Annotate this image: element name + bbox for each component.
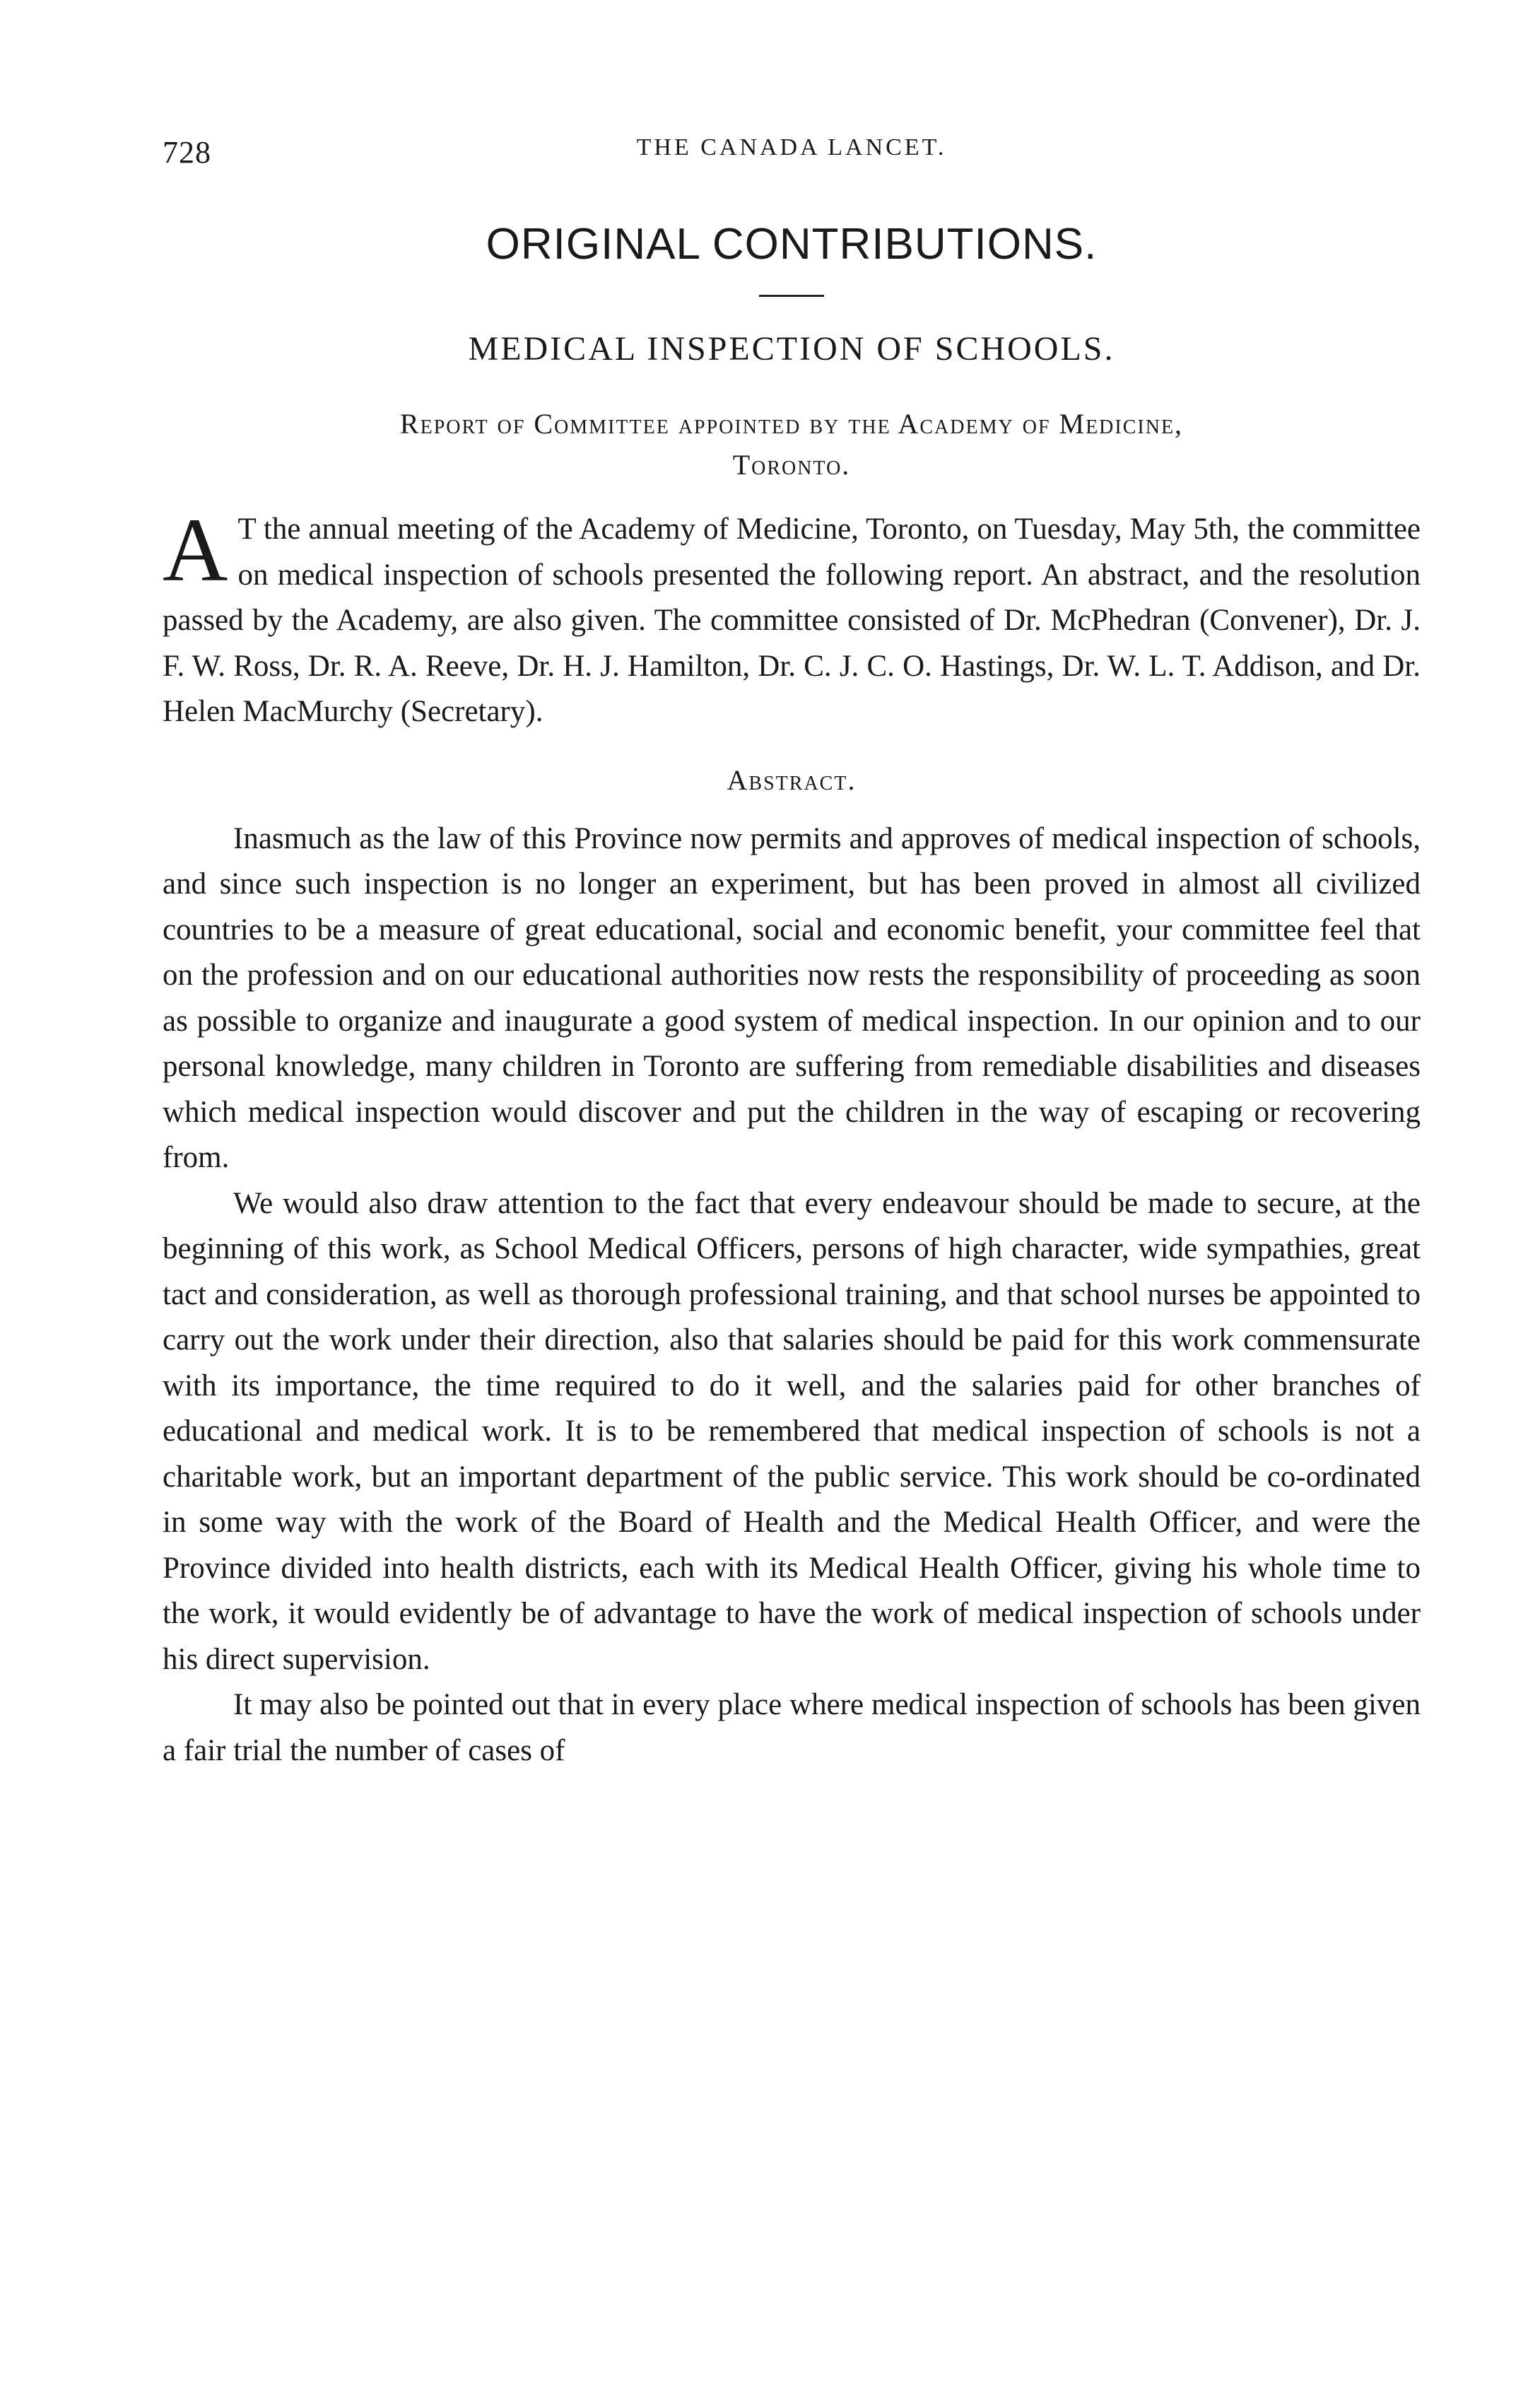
body-paragraph: Inasmuch as the law of this Province now permits and approves of medical inspection of schools, and since such inspection is no longer an experiment, but has been proved in almost all civilized countries to be a measure of great educational, social and economic benefit, your committee feel that on the profession and on our educational authorities now rests the responsibility of proceeding as soon as possible to organize and inaugurate a good system of medical inspection. In our opinion and to our personal knowledge, many children in Toronto are suffering from remediable disabilities and diseases which medical inspection would discover and put the children in the way of escaping or recovering from. bbox=[163, 821, 1421, 1174]
page bbox=[163, 134, 1421, 1774]
drop-cap: A bbox=[163, 500, 228, 600]
section-heading: ORIGINAL CONTRIBUTIONS. bbox=[486, 220, 1098, 269]
running-head bbox=[163, 134, 1421, 177]
page-number: 728 bbox=[163, 135, 211, 170]
intro-paragraph bbox=[163, 500, 1421, 735]
journal-title: THE CANADA LANCET. bbox=[636, 134, 947, 160]
body-paragraph: It may also be pointed out that in every place where medical inspection of schools has been given a fair trial the number of cases of bbox=[163, 1688, 1421, 1767]
subtitle-line-2: Toronto. bbox=[732, 449, 851, 481]
article-title: MEDICAL INSPECTION OF SCHOOLS. bbox=[468, 330, 1115, 368]
divider bbox=[759, 295, 824, 297]
body-paragraph: We would also draw attention to the fact that every endeavour should be made to secure, at the beginning of this work, as School Medical Officers, persons of high character, wide sympathies, great tact and consideration, as well as thorough professional training, and that school nurses be appointed to carry out the work under their direction, also that salaries should be paid for this work commensurate with its importance, the time required to do it well, and the salaries paid for other branches of educational and medical work. It is to be remembered that medical inspection of schools is not a charitable work, but an important department of the public service. This work should be co-ordinated in some way with the work of the Board of Health and the Medical Health Officer, and were the Province divided into health districts, each with its Medical Health Officer, giving his whole time to the work, it would evidently be of advantage to have the work of medical inspection of schools under his direct supervision. bbox=[163, 1186, 1421, 1676]
article-subtitle bbox=[163, 404, 1421, 486]
abstract-heading: Abstract. bbox=[727, 763, 857, 796]
subtitle-line-1: Report of Committee appointed by the Academy of Medicine, bbox=[399, 408, 1184, 440]
intro-text: T the annual meeting of the Academy of Medicine, Toronto, on Tuesday, May 5th, the committee on medical inspection of schools presented the following report. An abstract, and the resolution passed by the Academy, are also given. The committee consisted of Dr. McPhedran (Convener), Dr. J. F. W. Ross, Dr. R. A. Reeve, Dr. H. J. Hamilton, Dr. C. J. C. O. Hastings, Dr. W. L. T. Addison, and Dr. Helen MacMurchy (Secretary). bbox=[163, 512, 1421, 728]
